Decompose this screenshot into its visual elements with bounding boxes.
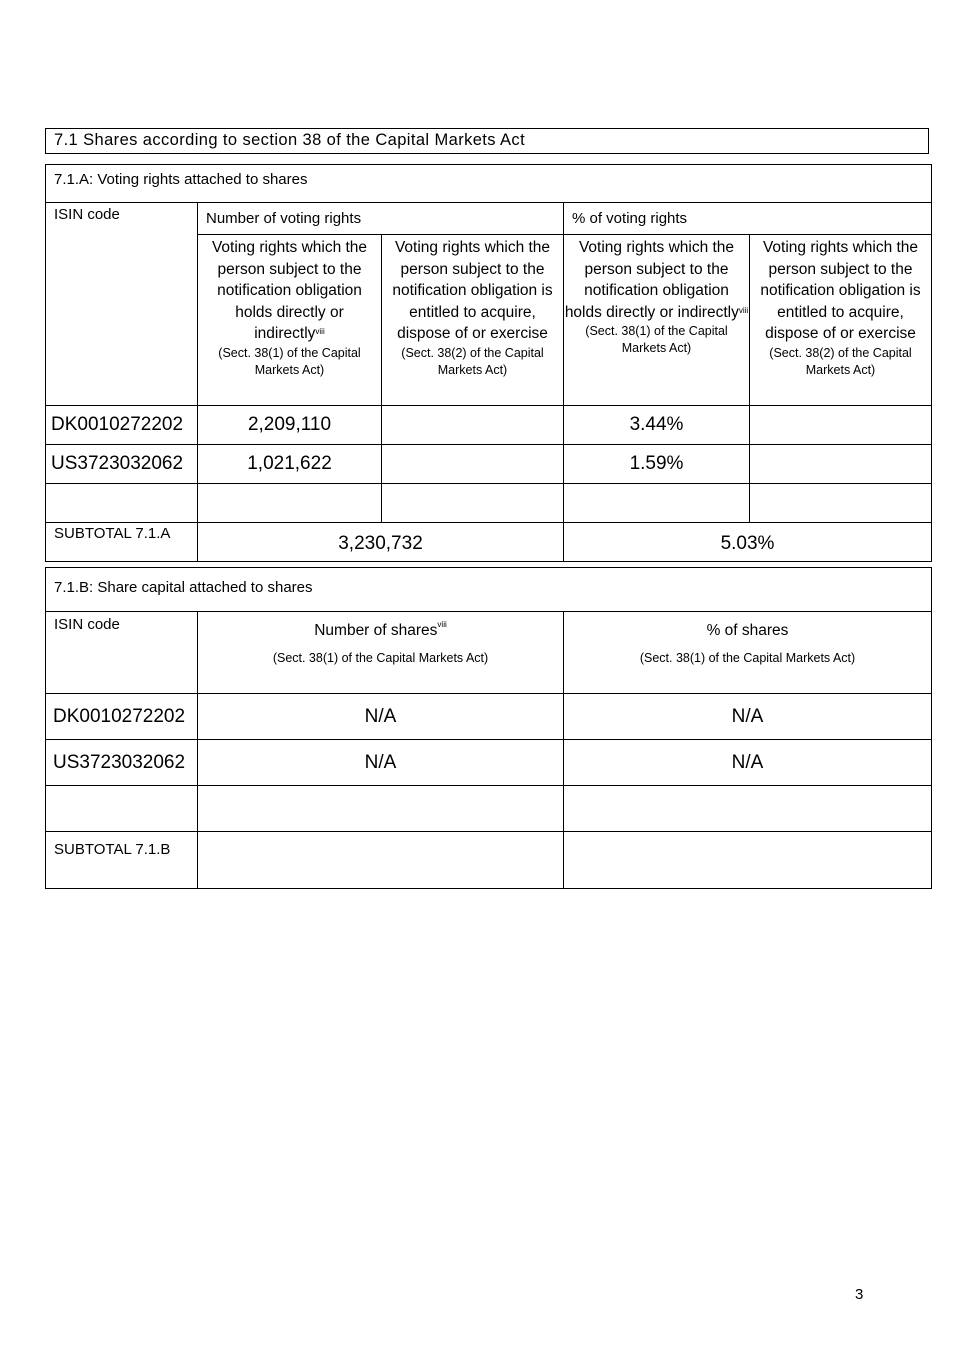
number-entitled-cell <box>382 406 564 445</box>
col-pct-entitled-header: Voting rights which the person subject to the notification obligation is entitled to acquire, dispose of or exercise (Sect. 38(2) of the Capital Markets Act) <box>750 235 932 406</box>
pct-direct-cell: 3.44% <box>564 406 750 445</box>
number-cell: N/A <box>198 740 564 786</box>
table-b-isin-header: ISIN code <box>46 612 198 694</box>
pct-entitled-cell <box>750 484 932 523</box>
section-title: 7.1 Shares according to section 38 of the Capital Markets Act <box>45 128 929 154</box>
pct-entitled-cell <box>750 445 932 484</box>
table-row <box>46 406 932 445</box>
table-row <box>46 484 932 523</box>
subtotal-percent: 5.03% <box>564 523 932 562</box>
number-direct-cell <box>198 484 382 523</box>
subtotal-label: SUBTOTAL 7.1.B <box>46 832 198 889</box>
table-row <box>46 740 932 786</box>
table-a-isin-header: ISIN code <box>46 203 198 406</box>
subtotal-number <box>198 832 564 889</box>
isin-cell: DK0010272202 <box>46 406 198 445</box>
isin-cell <box>46 484 198 523</box>
table-row <box>46 445 932 484</box>
number-cell: N/A <box>198 694 564 740</box>
number-entitled-cell <box>382 484 564 523</box>
table-row <box>46 694 932 740</box>
col-number-direct-header: Voting rights which the person subject to the notification obligation holds directly or indirectly$^{viii}$ (Sect. 38(1) of the Capital Markets Act) <box>198 235 382 406</box>
subtotal-row <box>46 832 932 889</box>
share-capital-table <box>45 567 932 889</box>
percent-cell: N/A <box>564 740 932 786</box>
isin-cell: US3723032062 <box>46 445 198 484</box>
col-number-entitled-header: Voting rights which the person subject to the notification obligation is entitled to acquire, dispose of or exercise (Sect. 38(2) of the Capital Markets Act) <box>382 235 564 406</box>
table-b-title: 7.1.B: Share capital attached to shares <box>46 568 932 612</box>
percent-cell <box>564 786 932 832</box>
number-of-voting-rights-header: Number of voting rights <box>198 203 564 235</box>
subtotal-row <box>46 523 932 562</box>
number-entitled-cell <box>382 445 564 484</box>
subtotal-percent <box>564 832 932 889</box>
isin-cell: DK0010272202 <box>46 694 198 740</box>
number-direct-cell: 1,021,622 <box>198 445 382 484</box>
table-row <box>46 786 932 832</box>
isin-cell <box>46 786 198 832</box>
page-number: 3 <box>855 1286 864 1303</box>
subtotal-label: SUBTOTAL 7.1.A <box>46 523 198 562</box>
number-of-shares-header: Number of shares$^{viii}$ (Sect. 38(1) of the Capital Markets Act) <box>198 612 564 694</box>
col-pct-direct-header: Voting rights which the person subject to the notification obligation holds directly or indirectly$^{viii}$ (Sect. 38(1) of the Capital Markets Act) <box>564 235 750 406</box>
pct-direct-cell <box>564 484 750 523</box>
number-cell <box>198 786 564 832</box>
subtotal-number: 3,230,732 <box>198 523 564 562</box>
percent-cell: N/A <box>564 694 932 740</box>
voting-rights-table <box>45 164 932 562</box>
number-direct-cell: 2,209,110 <box>198 406 382 445</box>
percent-shares-header: % of shares (Sect. 38(1) of the Capital Markets Act) <box>564 612 932 694</box>
pct-entitled-cell <box>750 406 932 445</box>
isin-cell: US3723032062 <box>46 740 198 786</box>
pct-direct-cell: 1.59% <box>564 445 750 484</box>
percent-voting-rights-header: % of voting rights <box>564 203 932 235</box>
table-a-title: 7.1.A: Voting rights attached to shares <box>46 165 932 203</box>
